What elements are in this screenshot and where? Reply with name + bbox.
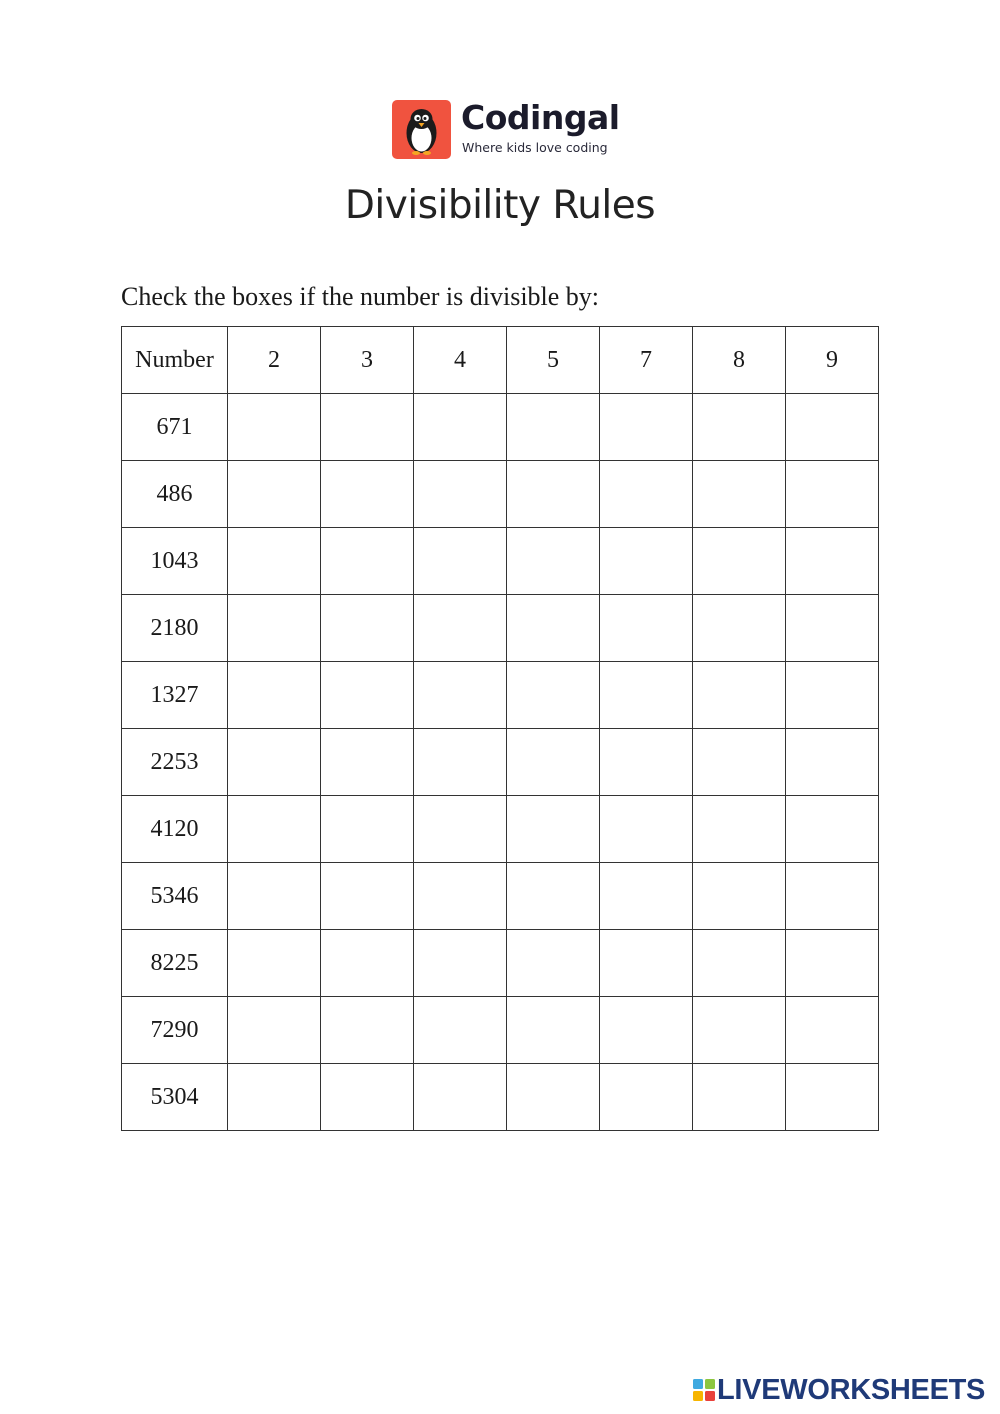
- check-box-divisible-by-2[interactable]: [228, 729, 321, 796]
- check-box-divisible-by-3[interactable]: [321, 1064, 414, 1131]
- check-box-divisible-by-3[interactable]: [321, 662, 414, 729]
- table-body: [122, 394, 879, 1131]
- table-row: [122, 662, 879, 729]
- header-divisor-4: 4: [414, 327, 507, 394]
- check-box-divisible-by-4[interactable]: [414, 595, 507, 662]
- check-box-divisible-by-7[interactable]: [600, 1064, 693, 1131]
- number-cell: 5346: [122, 863, 228, 930]
- instruction-text: Check the boxes if the number is divisible by:: [121, 282, 600, 311]
- check-box-divisible-by-5[interactable]: [507, 1064, 600, 1131]
- check-box-divisible-by-7[interactable]: [600, 662, 693, 729]
- check-box-divisible-by-5[interactable]: [507, 863, 600, 930]
- check-box-divisible-by-2[interactable]: [228, 394, 321, 461]
- table-row: [122, 528, 879, 595]
- check-box-divisible-by-2[interactable]: [228, 662, 321, 729]
- check-box-divisible-by-5[interactable]: [507, 528, 600, 595]
- check-box-divisible-by-4[interactable]: [414, 930, 507, 997]
- table-row: [122, 863, 879, 930]
- logo-name: Codingal: [461, 98, 620, 137]
- check-box-divisible-by-9[interactable]: [786, 930, 879, 997]
- header-row: [122, 327, 879, 394]
- check-box-divisible-by-5[interactable]: [507, 729, 600, 796]
- number-cell: 4120: [122, 796, 228, 863]
- check-box-divisible-by-8[interactable]: [693, 930, 786, 997]
- number-cell: 671: [122, 394, 228, 461]
- check-box-divisible-by-7[interactable]: [600, 796, 693, 863]
- watermark-text: LIVEWORKSHEETS: [717, 1374, 986, 1406]
- header-divisor-2: 2: [228, 327, 321, 394]
- number-cell: 2180: [122, 595, 228, 662]
- check-box-divisible-by-9[interactable]: [786, 997, 879, 1064]
- table-row: [122, 796, 879, 863]
- check-box-divisible-by-3[interactable]: [321, 863, 414, 930]
- divisibility-table: [121, 326, 879, 1131]
- check-box-divisible-by-5[interactable]: [507, 394, 600, 461]
- check-box-divisible-by-2[interactable]: [228, 528, 321, 595]
- header-divisor-3: 3: [321, 327, 414, 394]
- check-box-divisible-by-2[interactable]: [228, 1064, 321, 1131]
- check-box-divisible-by-4[interactable]: [414, 796, 507, 863]
- check-box-divisible-by-8[interactable]: [693, 1064, 786, 1131]
- header-number: Number: [122, 327, 228, 394]
- check-box-divisible-by-5[interactable]: [507, 997, 600, 1064]
- check-box-divisible-by-7[interactable]: [600, 997, 693, 1064]
- table-row: [122, 729, 879, 796]
- number-cell: 7290: [122, 997, 228, 1064]
- table-row: [122, 595, 879, 662]
- check-box-divisible-by-8[interactable]: [693, 863, 786, 930]
- check-box-divisible-by-2[interactable]: [228, 930, 321, 997]
- check-box-divisible-by-7[interactable]: [600, 863, 693, 930]
- header-divisor-5: 5: [507, 327, 600, 394]
- check-box-divisible-by-9[interactable]: [786, 662, 879, 729]
- penguin-icon: [392, 100, 451, 159]
- check-box-divisible-by-5[interactable]: [507, 796, 600, 863]
- check-box-divisible-by-2[interactable]: [228, 863, 321, 930]
- check-box-divisible-by-9[interactable]: [786, 863, 879, 930]
- check-box-divisible-by-4[interactable]: [414, 528, 507, 595]
- check-box-divisible-by-9[interactable]: [786, 1064, 879, 1131]
- check-box-divisible-by-7[interactable]: [600, 394, 693, 461]
- check-box-divisible-by-8[interactable]: [693, 528, 786, 595]
- check-box-divisible-by-5[interactable]: [507, 662, 600, 729]
- check-box-divisible-by-9[interactable]: [786, 796, 879, 863]
- number-cell: 5304: [122, 1064, 228, 1131]
- check-box-divisible-by-8[interactable]: [693, 997, 786, 1064]
- check-box-divisible-by-2[interactable]: [228, 595, 321, 662]
- check-box-divisible-by-7[interactable]: [600, 461, 693, 528]
- check-box-divisible-by-2[interactable]: [228, 997, 321, 1064]
- check-box-divisible-by-3[interactable]: [321, 394, 414, 461]
- table-row: [122, 461, 879, 528]
- check-box-divisible-by-9[interactable]: [786, 595, 879, 662]
- table-row: [122, 394, 879, 461]
- check-box-divisible-by-3[interactable]: [321, 796, 414, 863]
- check-box-divisible-by-7[interactable]: [600, 930, 693, 997]
- check-box-divisible-by-9[interactable]: [786, 729, 879, 796]
- check-box-divisible-by-3[interactable]: [321, 930, 414, 997]
- check-box-divisible-by-3[interactable]: [321, 461, 414, 528]
- check-box-divisible-by-4[interactable]: [414, 997, 507, 1064]
- check-box-divisible-by-3[interactable]: [321, 729, 414, 796]
- page-title: Divisibility Rules: [344, 183, 656, 228]
- number-cell: 1327: [122, 662, 228, 729]
- number-cell: 486: [122, 461, 228, 528]
- check-box-divisible-by-8[interactable]: [693, 461, 786, 528]
- check-box-divisible-by-7[interactable]: [600, 595, 693, 662]
- check-box-divisible-by-4[interactable]: [414, 461, 507, 528]
- liveworksheets-logo-icon: [693, 1379, 715, 1401]
- check-box-divisible-by-4[interactable]: [414, 729, 507, 796]
- check-box-divisible-by-2[interactable]: [228, 461, 321, 528]
- check-box-divisible-by-3[interactable]: [321, 528, 414, 595]
- number-cell: 8225: [122, 930, 228, 997]
- check-box-divisible-by-8[interactable]: [693, 662, 786, 729]
- check-box-divisible-by-8[interactable]: [693, 729, 786, 796]
- table-row: [122, 997, 879, 1064]
- check-box-divisible-by-8[interactable]: [693, 595, 786, 662]
- check-box-divisible-by-8[interactable]: [693, 796, 786, 863]
- check-box-divisible-by-4[interactable]: [414, 863, 507, 930]
- check-box-divisible-by-5[interactable]: [507, 930, 600, 997]
- check-box-divisible-by-9[interactable]: [786, 461, 879, 528]
- check-box-divisible-by-5[interactable]: [507, 461, 600, 528]
- check-box-divisible-by-9[interactable]: [786, 528, 879, 595]
- check-box-divisible-by-2[interactable]: [228, 796, 321, 863]
- table-row: [122, 1064, 879, 1131]
- number-cell: 1043: [122, 528, 228, 595]
- check-box-divisible-by-4[interactable]: [414, 394, 507, 461]
- logo-tagline: Where kids love coding: [462, 140, 608, 155]
- header-divisor-7: 7: [600, 327, 693, 394]
- table-row: [122, 930, 879, 997]
- check-box-divisible-by-4[interactable]: [414, 662, 507, 729]
- check-box-divisible-by-7[interactable]: [600, 729, 693, 796]
- number-cell: 2253: [122, 729, 228, 796]
- check-box-divisible-by-3[interactable]: [321, 997, 414, 1064]
- check-box-divisible-by-5[interactable]: [507, 595, 600, 662]
- check-box-divisible-by-4[interactable]: [414, 1064, 507, 1131]
- check-box-divisible-by-9[interactable]: [786, 394, 879, 461]
- codingal-logo: [392, 100, 622, 162]
- header-divisor-8: 8: [693, 327, 786, 394]
- check-box-divisible-by-8[interactable]: [693, 394, 786, 461]
- header-divisor-9: 9: [786, 327, 879, 394]
- check-box-divisible-by-3[interactable]: [321, 595, 414, 662]
- check-box-divisible-by-7[interactable]: [600, 528, 693, 595]
